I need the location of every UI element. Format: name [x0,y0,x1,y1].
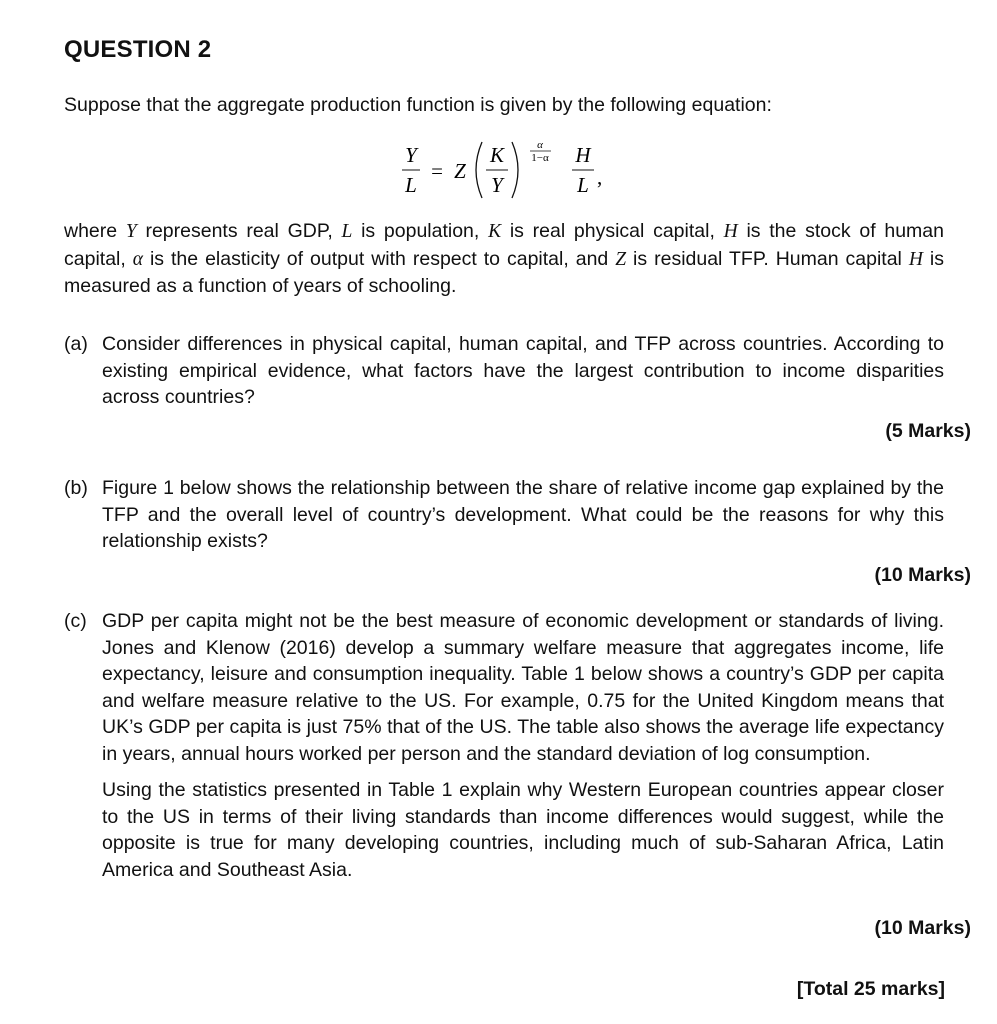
part-c [64,608,944,883]
question-title: QUESTION 2 [64,36,212,63]
part-a [64,331,944,411]
part-b-text: Figure 1 below shows the relationship between the share of relative income gap explained by the TFP and the overall level of country’s development. What could be the reasons for why this relationship exists? [102,477,944,552]
tfp-symbol: Z [454,159,466,183]
lhs-denominator: L [405,173,417,197]
part-a-text: Consider differences in physical capital, human capital, and TFP across countries. According to existing empirical evidence, what factors have the largest contribution to income disparities across countries? [102,333,944,408]
variable-definitions: where Y represents real GDP, L is population, K is real physical capital, H is the stock of human capital, α is the elasticity of output with respect to capital, and Z is residual TFP. Human capital H is measured as a function of years of schooling. [64,220,944,297]
rhs-denominator: L [577,173,589,197]
lhs-numerator: Y [405,143,417,167]
equals-sign: = [431,159,443,183]
inner-numerator: K [489,143,505,167]
exponent-denominator: 1−α [531,152,549,164]
left-paren [476,142,482,198]
part-c-marks: (10 Marks) [874,917,971,939]
part-b-label: (b) [64,477,88,499]
part-b-marks: (10 Marks) [874,564,971,586]
right-paren [512,142,518,198]
part-c-label: (c) [64,610,87,632]
inner-denominator: Y [491,173,503,197]
part-c-text-2: Using the statistics presented in Table 1 explain why Western European countries appear closer to the US in terms of their living standards than income differences would suggest, while the opposite is true for many developing countries, including much of sub-Saharan Africa, Latin America and Southeast Asia. [102,779,944,881]
equation-comma: , [597,165,603,189]
part-a-marks: (5 Marks) [885,420,971,442]
total-marks: [Total 25 marks] [796,978,945,1000]
rhs-numerator: H [575,143,591,167]
part-c-text: GDP per capita might not be the best measure of economic development or standards of living. Jones and Klenow (2016) develop a summary welfare measure that aggregates income, life expectancy, leisure and consumption inequality. Table 1 below shows a country’s GDP per capita and welfare measure relative to the US. For example, 0.75 for the United Kingdom means that UK’s GDP per capita is just 75% that of the US. The table also shows the average life expectancy in years, annual hours worked per person and the standard deviation of log consumption. [102,610,944,765]
part-b [64,475,944,555]
production-function-equation [400,138,610,200]
part-a-label: (a) [64,333,88,355]
intro-text: Suppose that the aggregate production function is given by the following equation: [64,94,772,116]
exponent-numerator: α [537,139,543,151]
